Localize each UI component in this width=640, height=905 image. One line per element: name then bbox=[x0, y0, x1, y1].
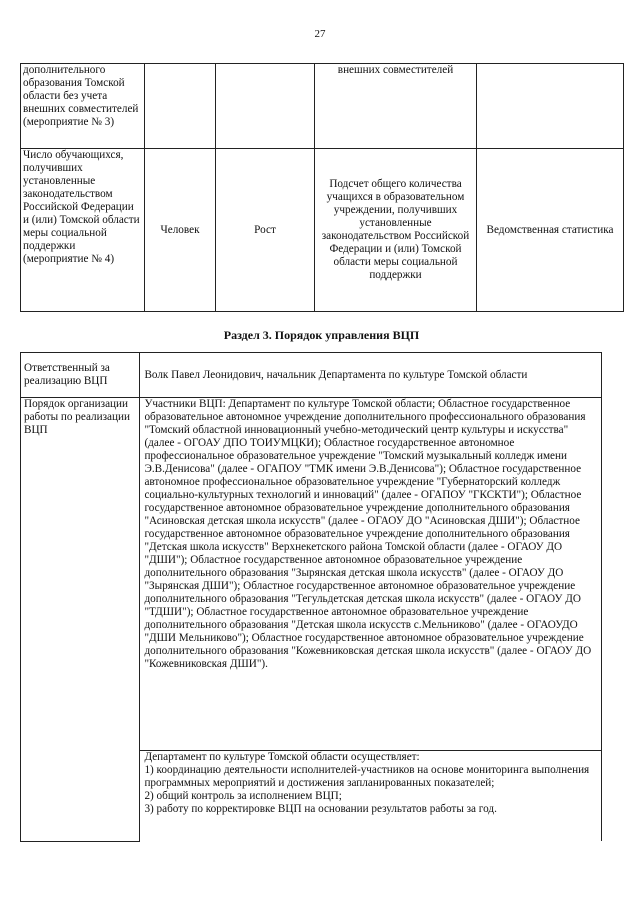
table-row bbox=[21, 149, 624, 312]
unit-cell: Человек bbox=[145, 149, 216, 312]
source-cell: Ведомственная статистика bbox=[477, 149, 624, 312]
unit-cell bbox=[145, 64, 216, 149]
trend-cell bbox=[216, 64, 315, 149]
duty-item: 2) общий контроль за исполнением ВЦП; bbox=[144, 790, 342, 802]
source-cell bbox=[477, 64, 624, 149]
department-intro: Департамент по культуре Томской области осуществляет: bbox=[144, 751, 420, 763]
indicators-table bbox=[20, 63, 624, 312]
duty-item: 1) координацию деятельности исполнителей-участников на основе мониторинга выполнения программных мероприятий и достижения запланированных показателей; bbox=[144, 764, 590, 789]
table-row bbox=[21, 353, 602, 398]
responsible-label: Ответственный за реализацию ВЦП bbox=[21, 353, 140, 398]
department-duties-cell bbox=[140, 751, 602, 842]
indicator-name-cell: дополнительного образования Томской области без учета внешних совместителей (мероприятие № 3) bbox=[21, 64, 145, 149]
table-row bbox=[21, 64, 624, 149]
indicator-name-cell: Число обучающихся, получивших установленные законодательством Российской Федерации и (или) Томской области меры социальной поддержки (мероприятие № 4) bbox=[21, 149, 145, 312]
responsible-value: Волк Павел Леонидович, начальник Департамента по культуре Томской области bbox=[140, 353, 602, 398]
organization-label: Порядок организации работы по реализации ВЦП bbox=[21, 398, 140, 842]
duty-item: 3) работу по корректировке ВЦП на основании результатов работы за год. bbox=[144, 803, 497, 815]
page-number: 27 bbox=[314, 28, 326, 40]
management-table bbox=[20, 352, 602, 842]
section-title: Раздел 3. Порядок управления ВЦП bbox=[223, 328, 420, 342]
table-row bbox=[21, 398, 602, 751]
method-cell: внешних совместителей bbox=[315, 64, 477, 149]
trend-cell: Рост bbox=[216, 149, 315, 312]
participants-cell: Участники ВЦП: Департамент по культуре Томской области; Областное государственное образовательное автономное учреждение дополнительного профессионального образования "Томский областной инновационный учебно-методический центр культуры и искусства" (далее - ОГОАУ ДПО ТОИУМЦКИ); Областное государственное автономное профессиональное образовательное учреждение "Томский музыкальный колледж имени Э.В.Денисова" (далее - ОГАПОУ "ТМК имени Э.В.Денисова"); Областное государственное автономное профессиональное образовательное учреждение "Губернаторский колледж социально-культурных технологий и инноваций" (далее - ОГАПОУ "ГКСКТИ"); Областное государственное автономное образовательное учреждение дополнительного образования "Асиновская детская школа искусств" (далее - ОГАОУ ДО "Асиновская ДШИ"); Областное государственное автономное образовательное учреждение дополнительного образования "Детская школа искусств" Верхнекетского района Томской области (далее - ОГАОУ ДО "ДШИ"); Областное государственное автономное образовательное учреждение дополнительного образования "Зырянская детская школа искусств" (далее - ОГАОУ ДО "Зырянская ДШИ"); Областное государственное автономное образовательное учреждение дополнительного образования "Тегульдетская детская школа искусств" (далее - ОГАОУ ДО "ТДШИ"); Областное государственное автономное образовательное учреждение дополнительного образования "Детская школа искусств с.Мельниково" (далее - ОГАОУДО "ДШИ Мельниково"); Областное государственное автономное образовательное учреждение дополнительного образования "Кожевниковская детская школа искусств" (далее - ОГАОУ ДО "Кожевниковская ДШИ"). bbox=[140, 398, 602, 751]
method-cell: Подсчет общего количества учащихся в образовательном учреждении, получивших установленные законодательством Российской Федерации и (или) Томской области меры социальной поддержки bbox=[315, 149, 477, 312]
